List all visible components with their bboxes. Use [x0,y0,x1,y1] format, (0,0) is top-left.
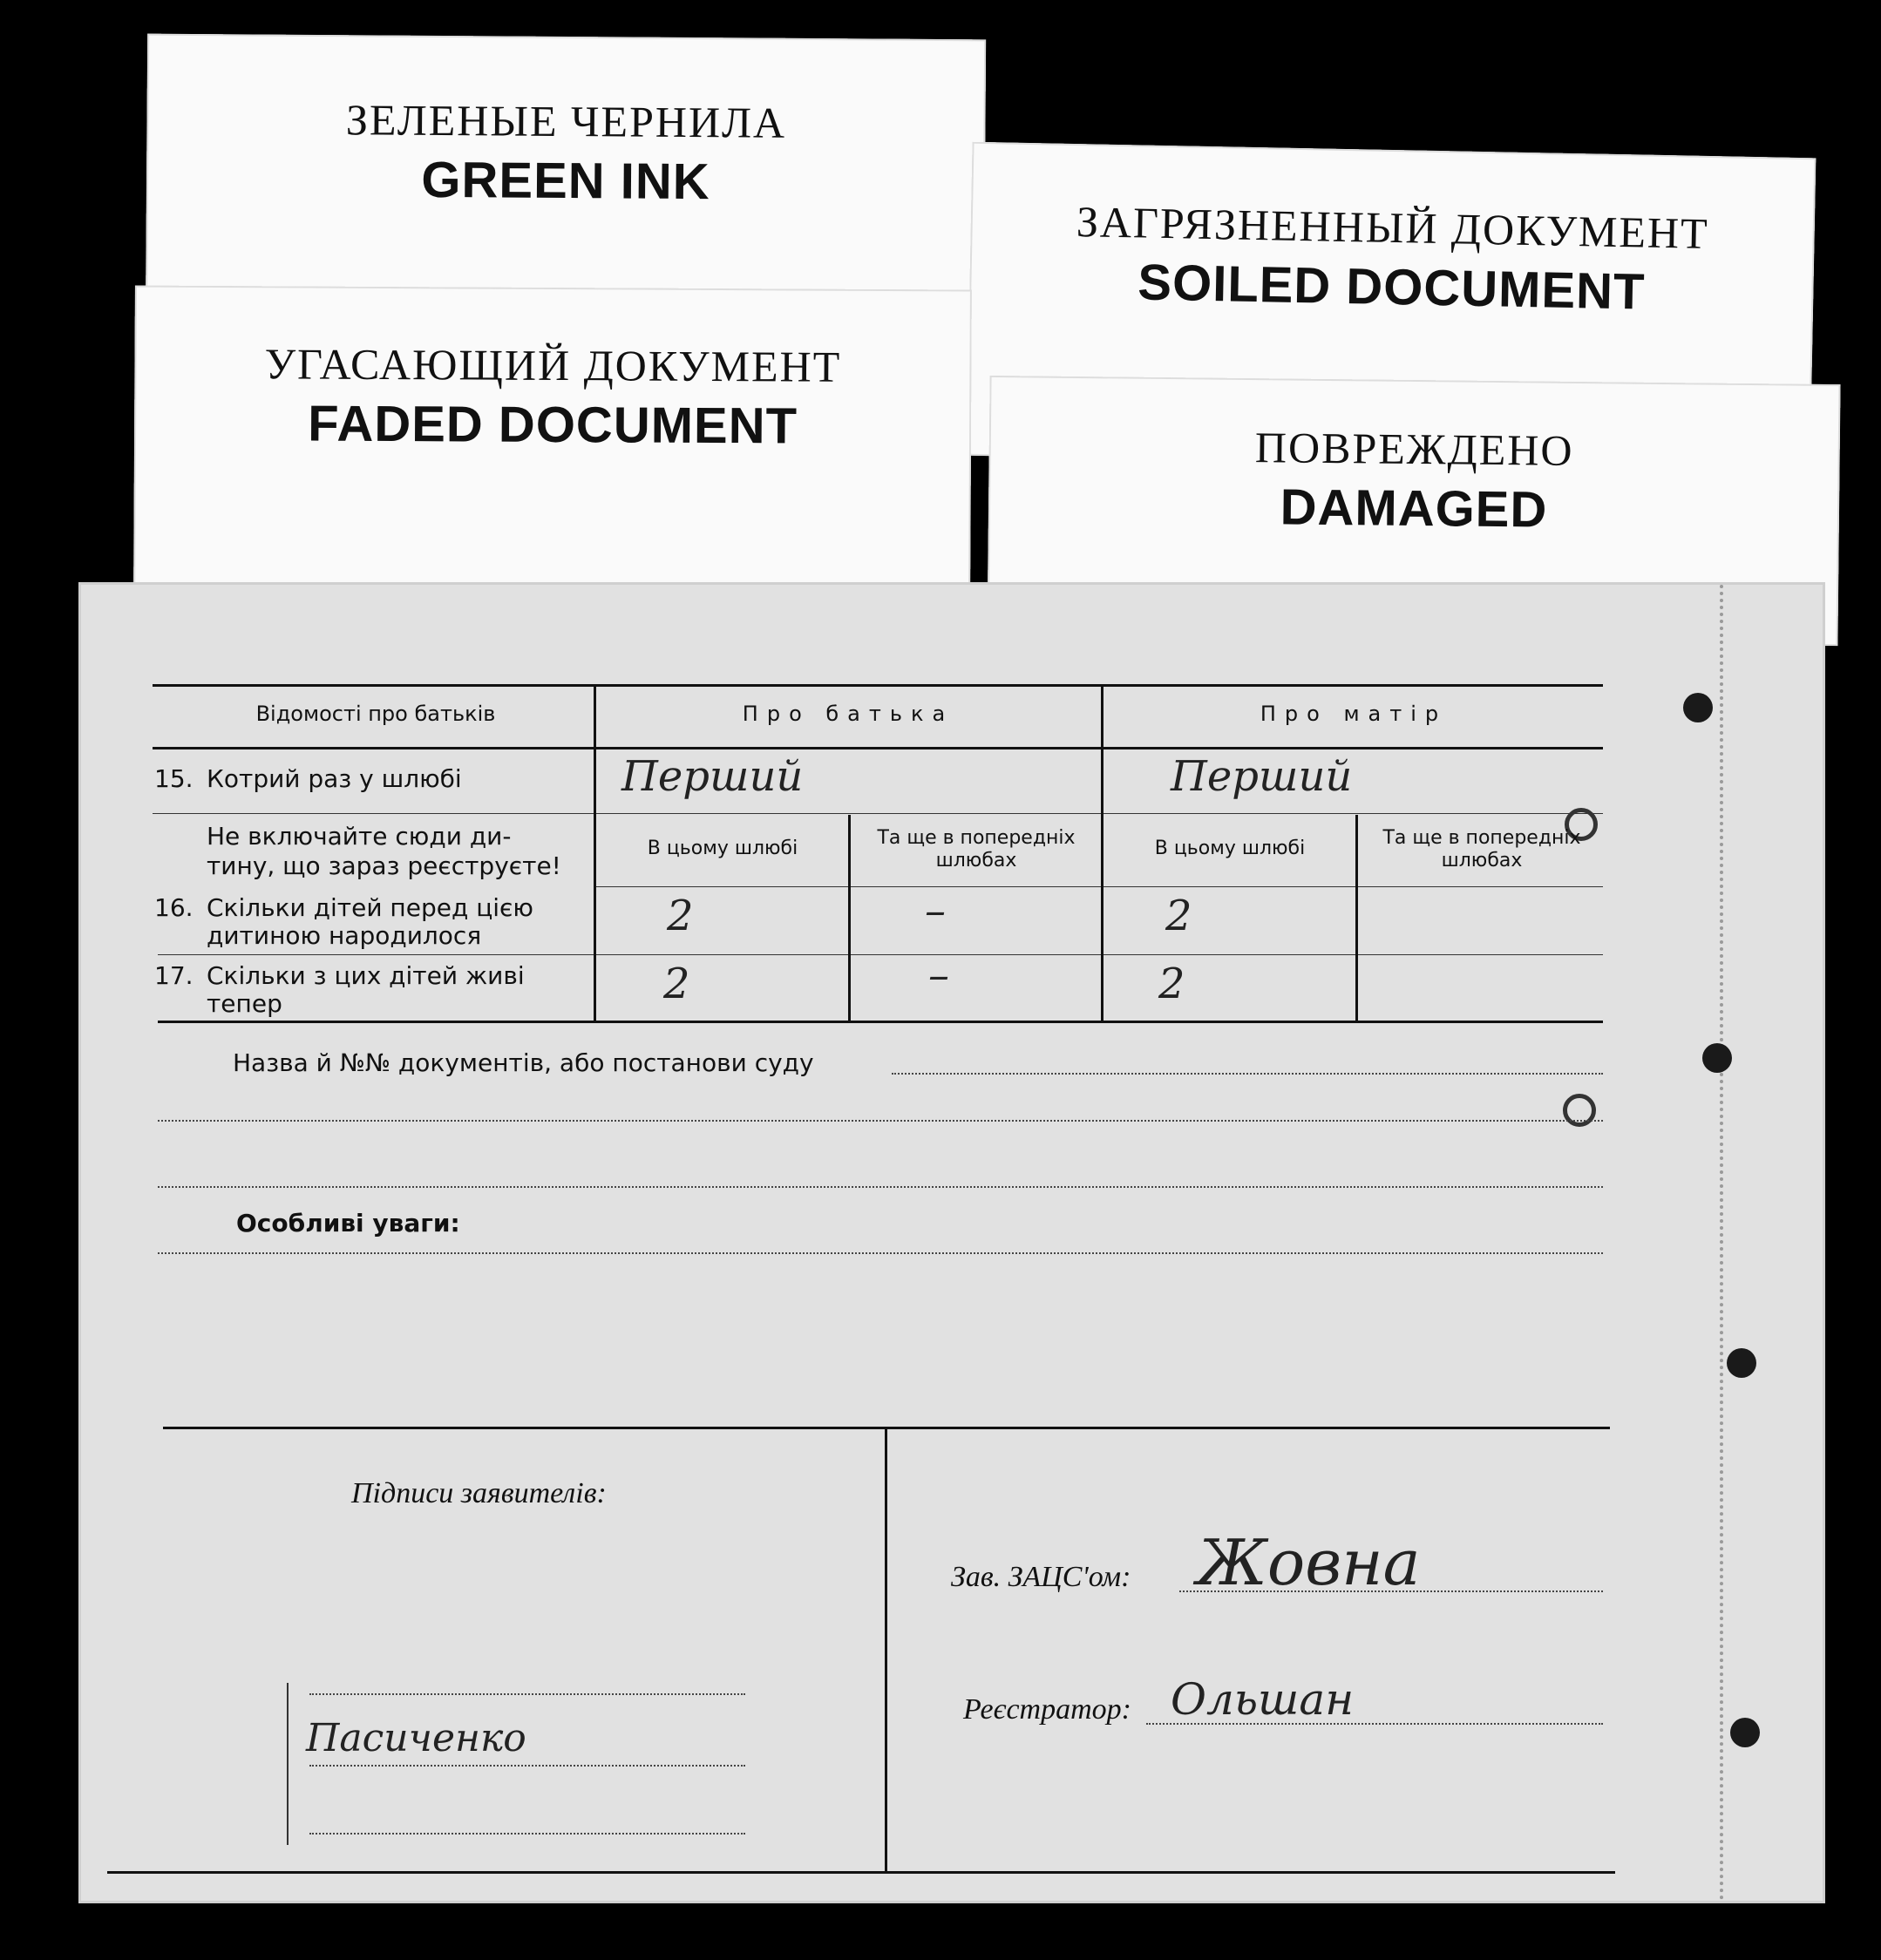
row17-mother-this: 2 [1158,960,1185,1008]
table-header-border [153,747,1603,749]
row15-father-value: Перший [621,752,804,801]
row15-label: Котрий раз у шлюбі [207,764,462,793]
faded-label-en: FADED DOCUMENT [308,395,798,455]
punch-hole [1727,1348,1756,1378]
table-bottom-border [158,1021,1603,1023]
notes-fill-line [158,1252,1603,1254]
perforation-line [1720,585,1732,1901]
row-divider [595,886,1603,887]
row16-father-this: 2 [667,892,694,940]
green-ink-label-en: GREEN INK [421,151,710,211]
applicant-signature-line [309,1765,745,1767]
applicant-signature: Пасиченко [306,1716,526,1760]
column-divider [1101,684,1103,1022]
subheader-mother-previous: Та ще в попередніх шлюбах [1382,827,1581,871]
applicant-signature-line [309,1833,745,1835]
header-father: Про батька [742,702,954,726]
row15-number: 15. [154,764,194,793]
signature-box-edge [287,1683,289,1845]
header-parents-info: Відомості про батьків [255,702,496,726]
row17-number: 17. [154,961,194,990]
form-bottom-border [107,1871,1615,1874]
column-divider [1355,815,1358,1022]
applicant-signature-line [309,1693,745,1695]
header-mother: Про матір [1260,702,1448,726]
registrar-label: Реєстратор: [963,1693,1131,1726]
column-divider [594,684,596,1022]
punch-hole [1683,693,1713,722]
registration-form-sheet [78,582,1825,1903]
documents-label: Назва й №№ документів, або постанови суду [233,1048,814,1077]
applicants-signatures-label: Підписи заявителів: [351,1477,607,1509]
soiled-label-en: SOILED DOCUMENT [1137,254,1647,321]
documents-fill-line [158,1120,1603,1122]
row-divider [153,813,1603,814]
row17-line-2: тепер [207,989,282,1018]
registrar-signature: Ольшан [1171,1674,1355,1725]
table-top-border [153,684,1603,687]
subheader-mother-this: В цьому шлюбі [1154,838,1306,859]
row16-line-2: дитиною народилося [207,921,482,950]
note-line-1: Не включайте сюди ди- [207,822,512,851]
documents-fill-line [158,1186,1603,1188]
zags-head-signature: Жовна [1197,1526,1421,1599]
punch-hole [1702,1043,1732,1073]
row16-mother-this: 2 [1165,892,1192,940]
row17-father-this: 2 [663,960,690,1008]
faded-document-label [133,285,972,603]
row16-father-previous: – [925,886,946,935]
note-line-2: тину, що зараз реєструєте! [207,851,561,880]
signature-divider [885,1428,887,1871]
row-divider [158,954,1603,955]
row17-father-previous: – [928,951,949,1000]
damaged-label-en: DAMAGED [1280,478,1548,539]
notes-label: Особливі уваги: [236,1209,460,1238]
punch-hole [1730,1718,1760,1747]
subheader-father-previous: Та ще в попередніх шлюбах [877,827,1076,871]
row17-line-1: Скільки з цих дітей живі [207,961,525,990]
zags-head-label: Зав. ЗАЦС'ом: [951,1561,1131,1593]
punch-ring [1563,1094,1596,1127]
soiled-label-ru: ЗАГРЯЗНЕННЫЙ ДОКУМЕНТ [1076,197,1710,258]
faded-label-ru: УГАСАЮЩИЙ ДОКУМЕНТ [264,339,842,391]
row16-line-1: Скільки дітей перед цією [207,893,533,922]
damaged-label-ru: ПОВРЕЖДЕНО [1254,423,1574,475]
row16-number: 16. [154,893,194,922]
row15-mother-value: Перший [1171,752,1353,801]
documents-fill-line [892,1073,1603,1075]
subheader-father-this: В цьому шлюбі [647,838,798,859]
column-divider [848,815,851,1022]
green-ink-label-ru: ЗЕЛЕНЫЕ ЧЕРНИЛА [345,95,787,147]
